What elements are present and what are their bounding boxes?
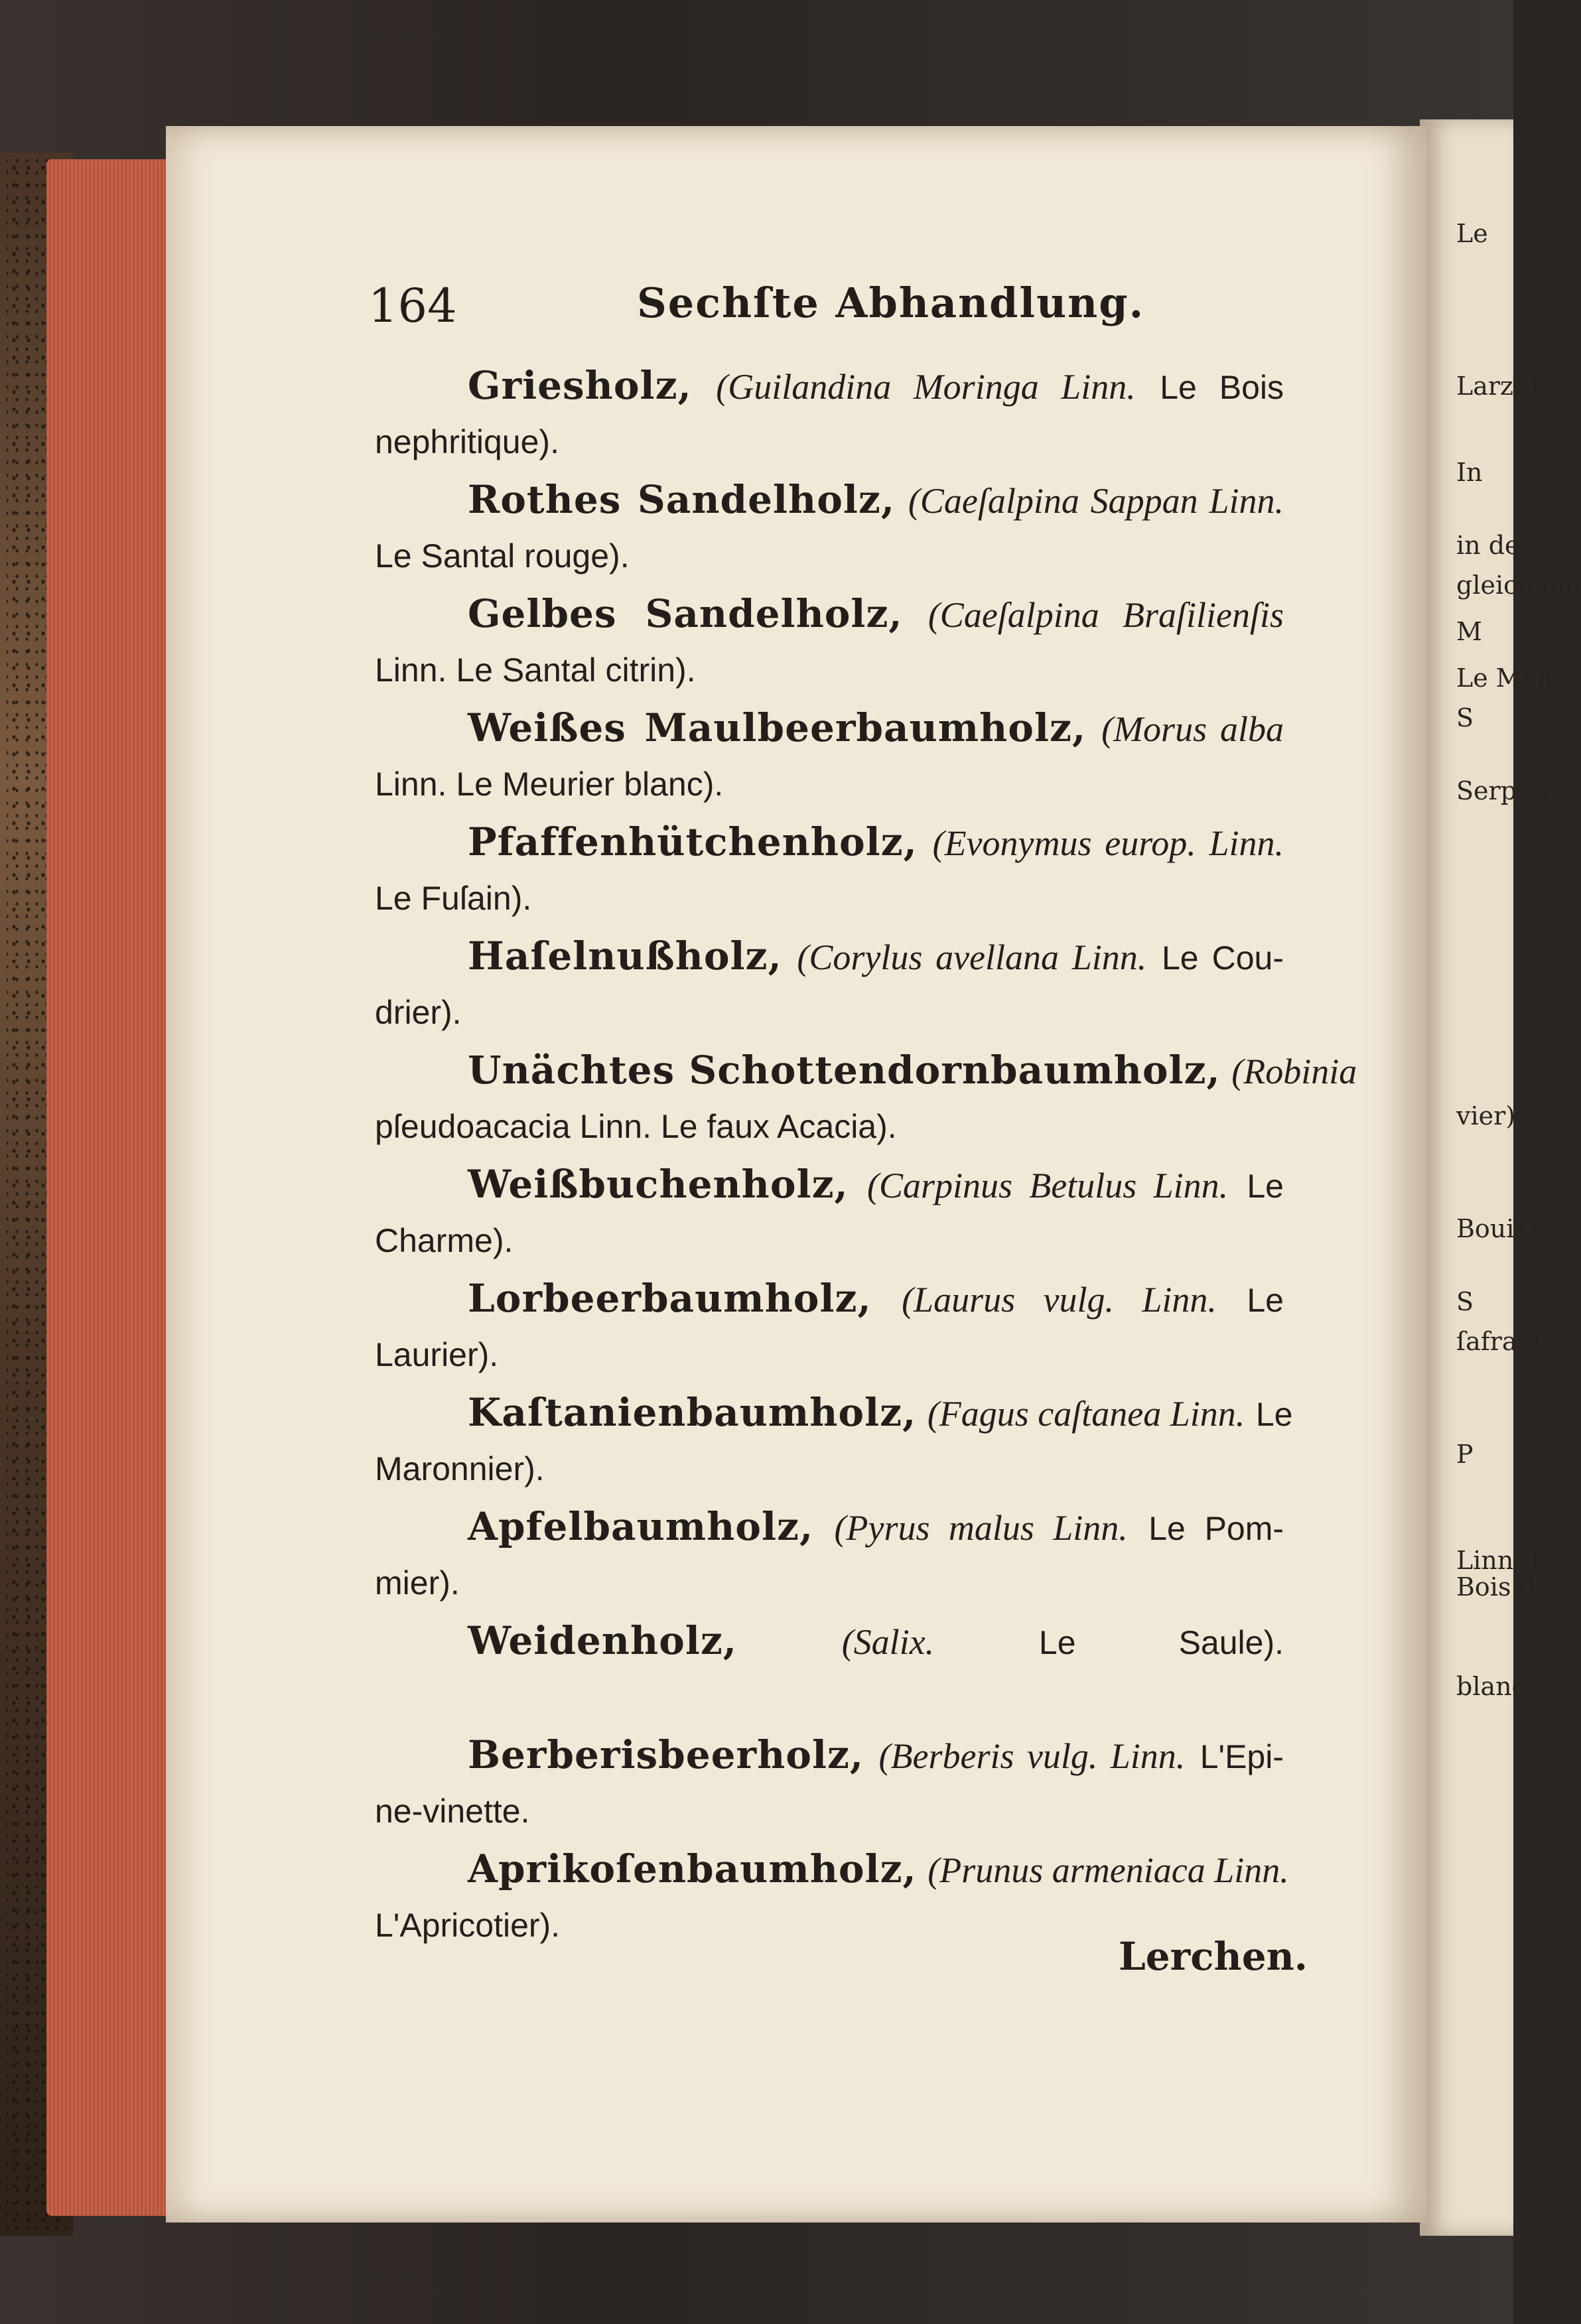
next-page-fragment: M [1456, 617, 1482, 646]
next-page-fragment: vier). [1456, 1101, 1524, 1130]
latin-name: (Evonymus europ. Linn. [932, 823, 1284, 863]
entry [375, 1499, 1284, 1610]
next-page-fragment: Le [1456, 219, 1488, 248]
german-term: Lorbeerbaumholz, [468, 1276, 872, 1321]
french-name: Le [1247, 1282, 1284, 1319]
french-name: L'Epi- [1200, 1738, 1284, 1775]
entry [375, 586, 1284, 697]
entry-first-line [375, 1157, 1284, 1213]
french-name: Le Bois [1160, 369, 1284, 406]
entry-continuation: pſeudoacacia Linn. Le faux Acacia). [375, 1108, 897, 1145]
german-term: Weidenholz, [468, 1618, 737, 1663]
entry-first-line [375, 1271, 1284, 1328]
latin-name: (Pyrus malus Linn. [834, 1508, 1128, 1548]
latin-name: (Morus alba [1101, 709, 1284, 749]
latin-name: (Fagus caſtanea Linn. [927, 1394, 1245, 1434]
latin-name: (Laurus vulg. Linn. [902, 1280, 1217, 1320]
german-term: Griesholz, [468, 363, 692, 408]
next-page-fragment: Larze). [1456, 372, 1547, 401]
german-term: Apfelbaumholz, [468, 1504, 814, 1549]
entry [375, 358, 1284, 469]
next-page-fragment: blanc) [1456, 1672, 1536, 1701]
entry-first-line [375, 1499, 1284, 1556]
french-name: Le [1255, 1396, 1293, 1433]
next-page-fragment: Le Mahe [1456, 663, 1568, 693]
entry-first-line [375, 472, 1284, 529]
next-page-fragment: Bois d [1456, 1572, 1535, 1602]
german-term: Pfaffenhütchenholz, [468, 819, 918, 864]
entry-continuation: Linn. Le Santal citrin). [375, 651, 696, 689]
next-page-fragment: Bouis). [1456, 1214, 1545, 1243]
entry [375, 1271, 1284, 1382]
entry-first-line [375, 1613, 1284, 1670]
entry [375, 929, 1284, 1040]
latin-name: (Caeſalpina Sappan Linn. [908, 481, 1284, 521]
entry-continuation: nephritique). [375, 423, 559, 460]
next-page-fragment: Linn. L [1456, 1546, 1547, 1575]
entry [375, 1043, 1357, 1154]
next-page-fragment: P [1456, 1440, 1474, 1469]
entry-continuation: Le Santal rouge). [375, 537, 630, 575]
entry-first-line [375, 815, 1284, 871]
latin-name: (Robinia [1231, 1052, 1357, 1091]
german-term: Weißes Maulbeerbaumholz, [468, 705, 1087, 750]
entry-continuation: Le Fuſain). [375, 880, 532, 917]
german-term: Berberisbeerholz, [468, 1732, 864, 1777]
latin-name: (Caeſalpina Braſilienſis [928, 595, 1284, 635]
entry [375, 1613, 1284, 1670]
german-term: Kaſtanienbaumholz, [468, 1390, 917, 1435]
next-page-fragment: S [1456, 1287, 1474, 1316]
entry-continuation: Laurier). [375, 1336, 499, 1373]
next-page-fragment: S [1456, 703, 1474, 732]
entry [375, 701, 1284, 811]
entry-first-line [375, 1043, 1357, 1099]
latin-name: (Carpinus Betulus Linn. [867, 1166, 1229, 1205]
latin-name: (Berberis vulg. Linn. [878, 1736, 1186, 1776]
entry-continuation: Linn. Le Meurier blanc). [375, 766, 724, 803]
entry [375, 815, 1284, 925]
french-name: Le [1247, 1168, 1284, 1205]
german-term: Haſelnußholz, [468, 933, 782, 979]
entry-continuation: Maronnier). [375, 1450, 545, 1487]
entry-continuation: L'Apricotier). [375, 1907, 561, 1944]
catchword: Lerchen. [1119, 1934, 1308, 1979]
entry-first-line [375, 701, 1284, 757]
entry-first-line [375, 929, 1284, 985]
french-name: Le Cou- [1161, 939, 1284, 977]
entry-first-line [375, 358, 1284, 415]
german-term: Weißbuchenholz, [468, 1162, 849, 1207]
entry-continuation: mier). [375, 1564, 460, 1602]
entry-first-line [375, 1728, 1284, 1784]
latin-name: (Salix. [841, 1622, 935, 1662]
page-number: 164 [368, 279, 457, 333]
entry-first-line [375, 1842, 1289, 1898]
latin-name: (Corylus avellana Linn. [797, 937, 1147, 977]
german-term: Aprikoſenbaumholz, [468, 1846, 917, 1891]
next-page-fragment: in der m [1456, 531, 1564, 560]
entry-continuation: ne-vinette. [375, 1793, 530, 1830]
german-term: Gelbes Sandelholz, [468, 591, 903, 636]
french-name: Le Saule). [1038, 1624, 1284, 1661]
page-edges [46, 159, 179, 2216]
next-page-fragment: In [1456, 458, 1483, 487]
next-page-fragment: ſafras). [1456, 1327, 1548, 1356]
entry-first-line [375, 1385, 1293, 1442]
running-head: Sechſte Abhandlung. [637, 279, 1145, 327]
entry [375, 1728, 1284, 1838]
entry [375, 472, 1284, 583]
entry [375, 1385, 1293, 1496]
latin-name: (Prunus armeniaca Linn. [928, 1850, 1289, 1890]
german-term: Unächtes Schottendornbaumholz, [468, 1048, 1221, 1093]
entry-continuation: drier). [375, 994, 462, 1031]
next-page-fragment: Serpen [1456, 776, 1548, 805]
entry-first-line [375, 586, 1284, 643]
entry-continuation: Charme). [375, 1222, 514, 1259]
german-term: Rothes Sandelholz, [468, 477, 896, 522]
french-name: Le Pom- [1148, 1510, 1284, 1547]
next-page-fragment: gleich ein [1456, 571, 1581, 600]
entry [375, 1157, 1284, 1268]
latin-name: (Guilandina Moringa Linn. [716, 367, 1136, 407]
